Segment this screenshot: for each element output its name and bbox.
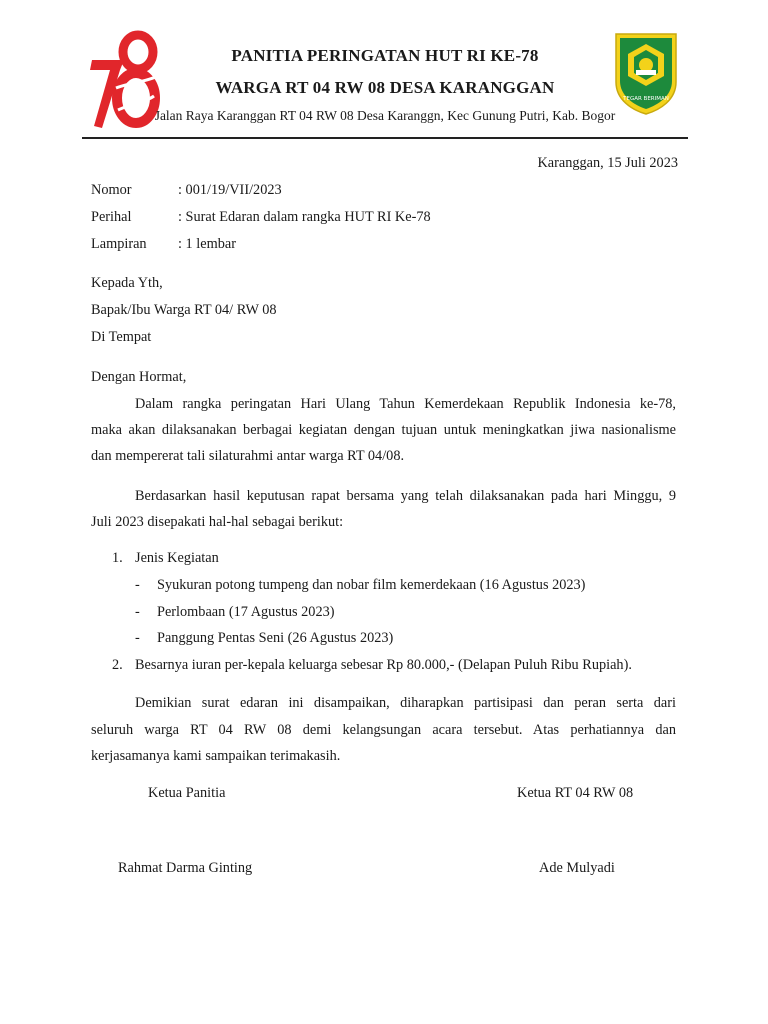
letter-date: Karanggan, 15 Juli 2023 [537,155,678,171]
list-number-1: 1. [112,550,123,566]
meta-label-perihal: Perihal [91,209,132,225]
signature-right-name: Ade Mulyadi [539,860,615,876]
subitem-1: Syukuran potong tumpeng dan nobar film kemerdekaan (16 Agustus 2023) [157,577,586,593]
subitem-dash-2: - [135,604,140,620]
meta-value-nomor: : 001/19/VII/2023 [178,182,282,198]
subitem-dash-3: - [135,630,140,646]
paragraph2-line1: Berdasarkan hasil keputusan rapat bersama yang telah dilaksanakan pada hari Minggu, 9 [135,488,676,504]
kabupaten-emblem [612,30,680,116]
recipient-line-3: Di Tempat [91,329,152,345]
paragraph1-line1: Dalam rangka peringatan Hari Ulang Tahun Kemerdekaan Republik Indonesia ke-78, [135,396,676,412]
paragraph3-line3: kerjasamanya kami sampaikan terimakasih. [91,748,341,764]
meta-value-perihal: : Surat Edaran dalam rangka HUT RI Ke-78 [178,209,431,225]
meta-label-nomor: Nomor [91,182,132,198]
paragraph2-line2: Juli 2023 disepakati hal-hal sebagai berikut: [91,514,344,530]
svg-text:TEGAR BERIMAN: TEGAR BERIMAN [623,96,669,102]
letterhead-address: Jalan Raya Karanggan RT 04 RW 08 Desa Karanggn, Kec Gunung Putri, Kab. Bogor [154,108,616,123]
letterhead-title-line1: PANITIA PERINGATAN HUT RI KE-78 [231,46,539,65]
greeting: Dengan Hormat, [91,369,187,385]
list-item-2: Besarnya iuran per-kepala keluarga sebesar Rp 80.000,- (Delapan Puluh Ribu Rupiah). [135,657,632,673]
recipient-line-1: Kepada Yth, [91,275,163,291]
meta-value-lampiran: : 1 lembar [178,236,236,252]
signature-right-title: Ketua RT 04 RW 08 [517,785,634,801]
subitem-2: Perlombaan (17 Agustus 2023) [157,604,335,620]
signature-left-title: Ketua Panitia [148,785,226,801]
letterhead-title-line2: WARGA RT 04 RW 08 DESA KARANGGAN [215,78,555,97]
signature-left-name: Rahmat Darma Ginting [118,860,253,876]
paragraph3-line2: seluruh warga RT 04 RW 08 demi kelangsungan acara tersebut. Atas perhatiannya dan [91,722,676,738]
subitem-dash-1: - [135,577,140,593]
meta-label-lampiran: Lampiran [91,236,147,252]
list-item-1: Jenis Kegiatan [135,550,219,566]
paragraph3-line1: Demikian surat edaran ini disampaikan, diharapkan partisipasi dan peran serta dari [135,695,676,711]
subitem-3: Panggung Pentas Seni (26 Agustus 2023) [157,630,394,646]
header-divider [82,137,688,139]
list-number-2: 2. [112,657,123,673]
paragraph1-line3: dan mempererat tali silaturahmi antar warga RT 04/08. [91,448,405,464]
paragraph1-line2: maka akan dilaksanakan berbagai kegiatan dengan tujuan untuk meningkatkan jiwa nasionalisme [91,422,676,438]
recipient-line-2: Bapak/Ibu Warga RT 04/ RW 08 [91,302,277,318]
